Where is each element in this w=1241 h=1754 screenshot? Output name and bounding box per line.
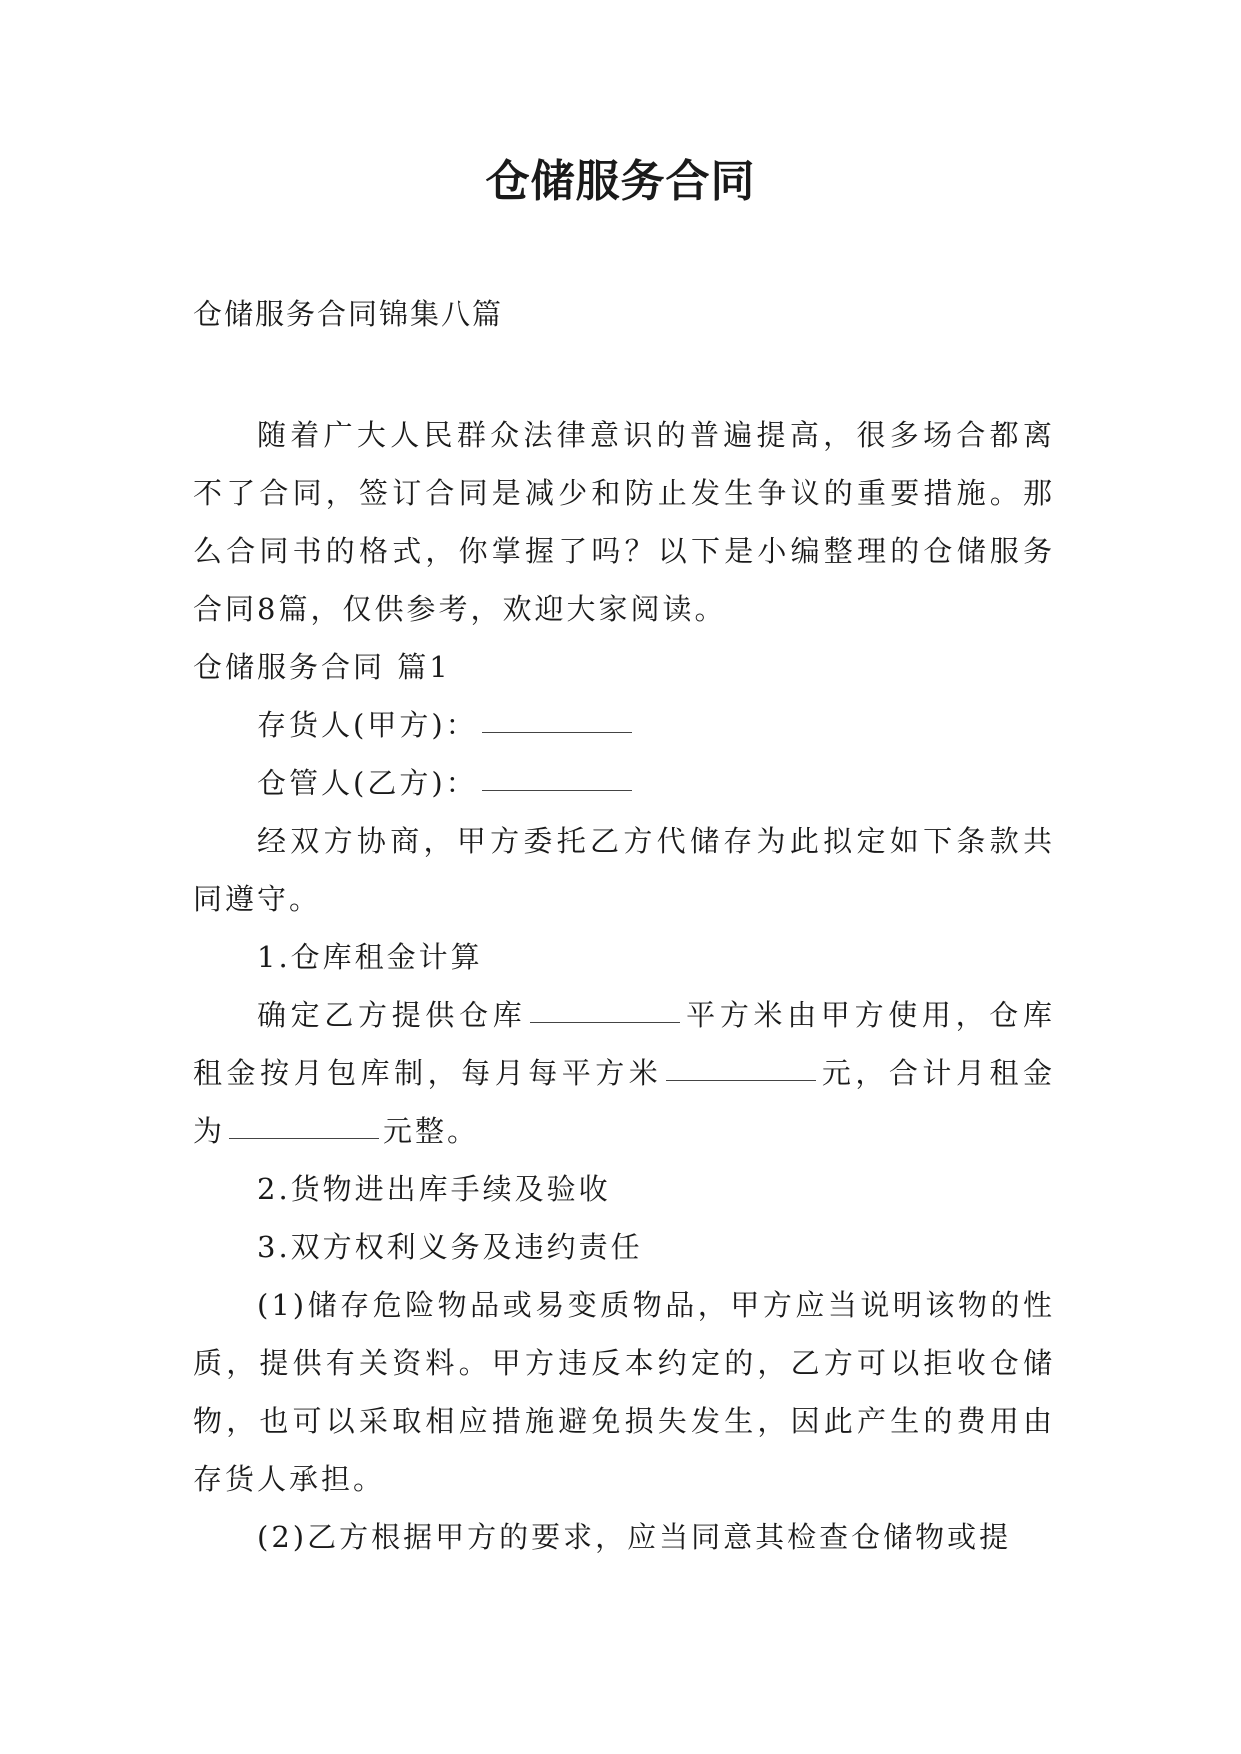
clause3-heading: 3.双方权利义务及违约责任	[257, 1230, 643, 1264]
clause1-text-1: 确定乙方提供仓库	[257, 998, 527, 1032]
clause1-text-4: 元整。	[383, 1114, 480, 1148]
party-a-blank	[482, 731, 632, 733]
clause1-text-2: 平方米由甲方使用，仓库租金按月包库制，每月每平方米	[193, 998, 1055, 1090]
party-a-line	[193, 696, 1055, 754]
intro-paragraph: 随着广大人民群众法律意识的普遍提高，很多场合都离不了合同，签订合同是减少和防止发生争议的重要措施。那么合同书的格式，你掌握了吗？以下是小编整理的仓储服务合同8篇，仅供参考，欢迎大家阅读。	[193, 418, 1055, 626]
party-b-blank	[482, 789, 632, 791]
clause2-heading: 2.货物进出库手续及验收	[257, 1172, 611, 1206]
clause3-item2: (2)乙方根据甲方的要求，应当同意其检查仓储物或提	[257, 1520, 1012, 1554]
clause1-paragraph	[193, 986, 1055, 1160]
monthly-rent-blank	[229, 1137, 379, 1139]
party-a-label: 存货人(甲方)：	[257, 708, 478, 742]
agreement-paragraph: 经双方协商，甲方委托乙方代储存为此拟定如下条款共同遵守。	[193, 824, 1055, 916]
document-title: 仓储服务合同	[485, 156, 756, 207]
warehouse-area-blank	[530, 1021, 680, 1023]
document-subtitle: 仓储服务合同锦集八篇	[193, 297, 504, 331]
document-body	[193, 406, 1055, 1566]
unit-price-blank	[666, 1079, 816, 1081]
section-heading: 仓储服务合同 篇1	[193, 650, 451, 684]
clause1-heading: 1.仓库租金计算	[257, 940, 483, 974]
clause1-text-3: 元，合计月租金为	[193, 1056, 1055, 1148]
party-b-label: 仓管人(乙方)：	[257, 766, 478, 800]
clause3-item1: (1)储存危险物品或易变质物品，甲方应当说明该物的性质，提供有关资料。甲方违反本约定的，乙方可以拒收仓储物，也可以采取相应措施避免损失发生，因此产生的费用由存货人承担。	[193, 1288, 1055, 1496]
party-b-line	[193, 754, 1055, 812]
